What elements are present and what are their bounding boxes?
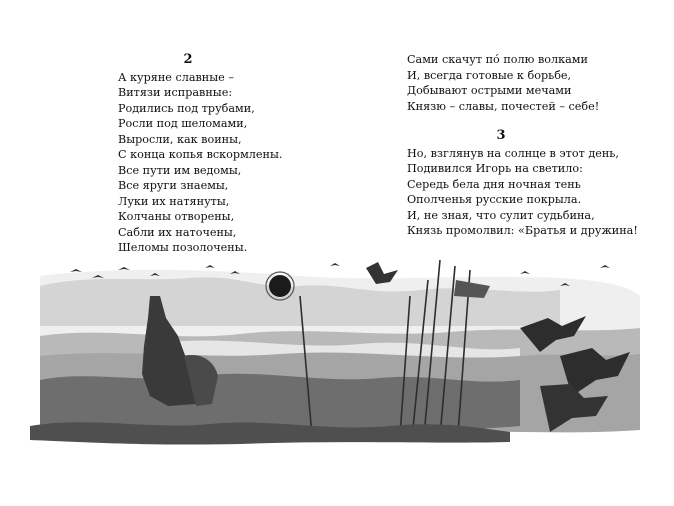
- stanza-number: 2: [183, 52, 193, 67]
- verse-line: И, всегда готовые к борьбе,: [407, 68, 572, 82]
- verse-line: Середь бела дня ночная тень: [407, 177, 581, 191]
- verse-line: Родились под трубами,: [118, 101, 255, 115]
- verse-line: Витязи исправные:: [118, 86, 233, 99]
- stanza-3: [407, 128, 638, 239]
- verse-line: Выросли, как воины,: [118, 132, 242, 146]
- stanza-number: 3: [496, 128, 506, 143]
- verse-line: С конца копья вскормлены.: [118, 148, 283, 161]
- verse-line: Все яруги знаемы,: [118, 179, 229, 192]
- verse-line: Сабли их наточены,: [118, 225, 237, 239]
- verse-line: А куряне славные –: [118, 70, 234, 84]
- verse-line: И, не зная, что сулит судьбина,: [407, 208, 595, 222]
- landscape-eclipse-illustration: [0, 256, 674, 506]
- verse-line: Сами скачут по́ полю волками: [407, 53, 588, 66]
- verse-line: Росли под шеломами,: [118, 117, 248, 130]
- eclipse-sun-icon: [269, 275, 291, 297]
- stanza-2-continuation: [407, 52, 599, 114]
- verse-line: Ополченья русские покрыла.: [407, 193, 582, 206]
- verse-line: Колчаны отворены,: [118, 210, 235, 223]
- foreground-grass: [30, 422, 510, 444]
- verse-line: Шеломы позолочены.: [118, 241, 248, 254]
- verse-line: Луки их натянуты,: [118, 194, 230, 208]
- verse-line: Все пути им ведомы,: [118, 163, 242, 177]
- stanza-2: [118, 52, 282, 256]
- verse-line: Но, взглянув на солнце в этот день,: [407, 146, 619, 160]
- verse-line: Князь промолвил: «Братья и дружина!: [407, 224, 638, 237]
- verse-line: Подивился Игорь на светило:: [407, 162, 583, 175]
- verse-line: Добывают острыми мечами: [407, 84, 572, 97]
- verse-line: Князю – славы, почестей – себе!: [407, 99, 600, 113]
